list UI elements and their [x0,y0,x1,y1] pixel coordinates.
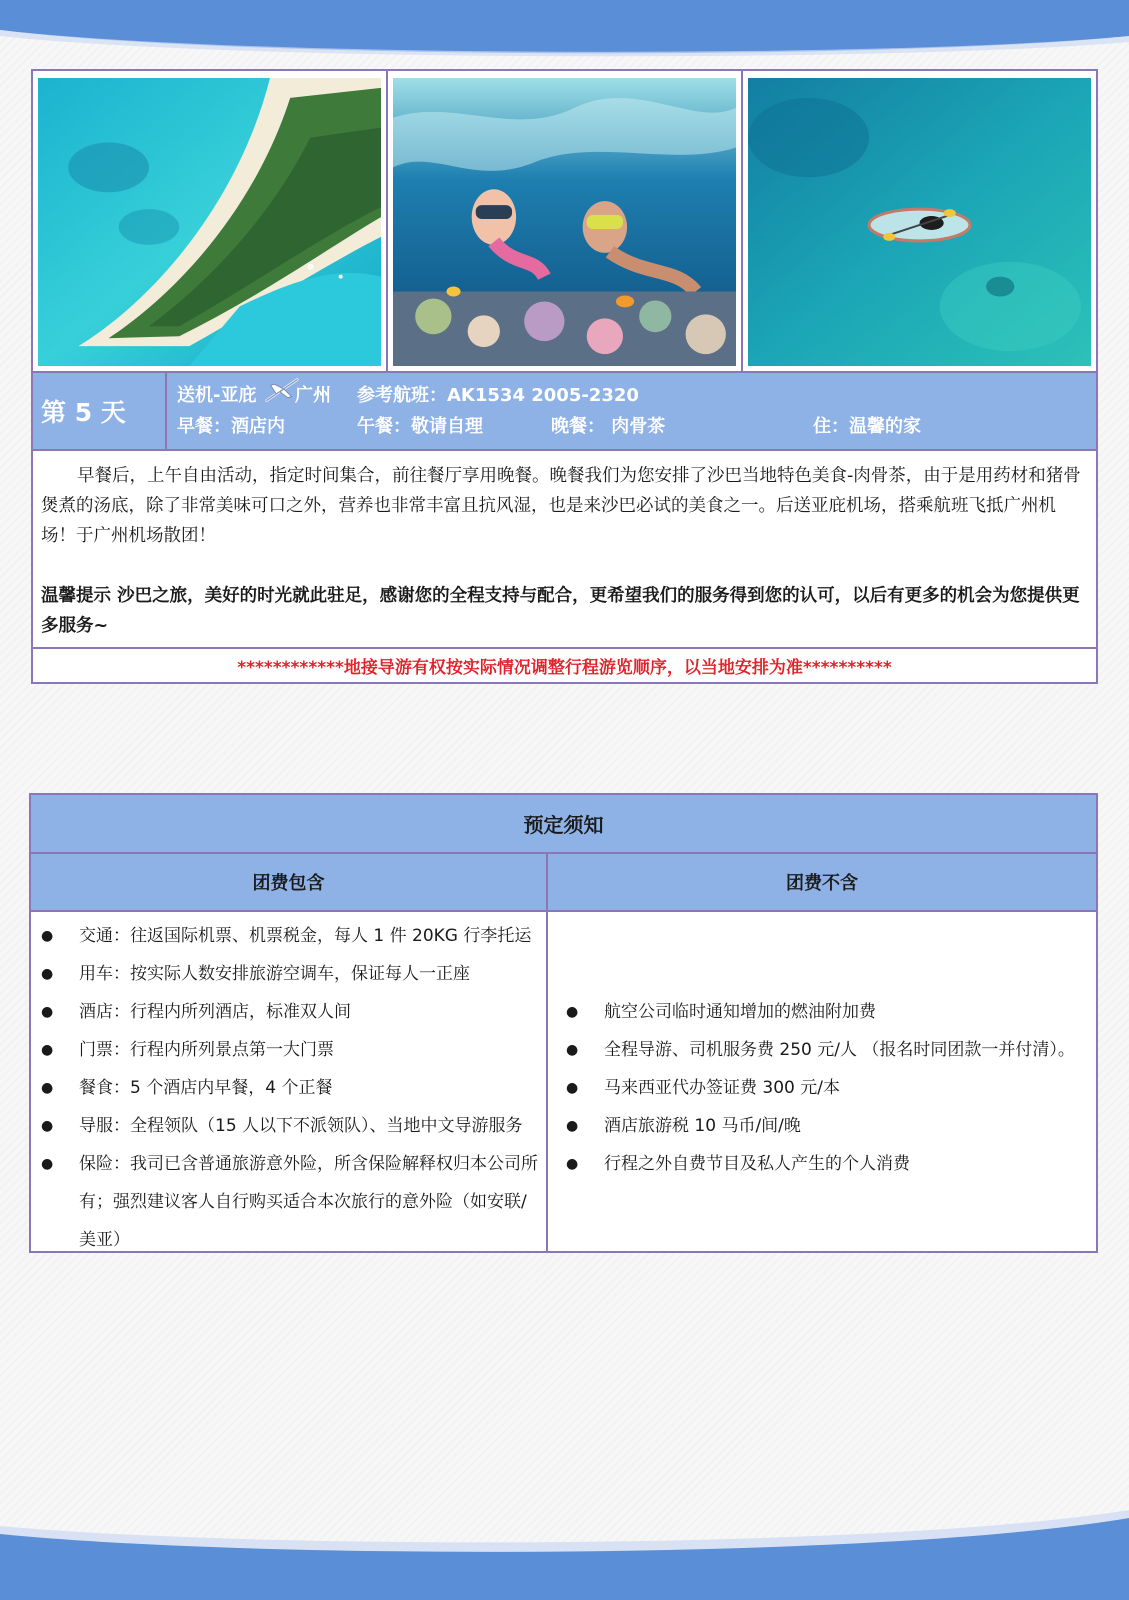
stay: 住：温馨的家 [813,416,921,437]
list-item: ● 餐食：5 个酒店内早餐，4 个正餐 [31,1069,538,1107]
lunch: 午餐：敬请自理 [357,416,483,437]
excluded-list [556,993,1096,1183]
meals-row [177,412,1096,443]
photo-island-aerial [33,71,388,371]
day-5-itinerary [31,69,1098,684]
description-text: 早餐后，上午自由活动，指定时间集合，前往餐厅享用晚餐。晚餐我们为您安排了沙巴当地特色美食-肉骨茶，由于是用药材和猪骨煲煮的汤底，除了非常美味可口之外，营养也非常丰富且抗风湿，也是来沙巴必试的美食之一。后送亚庇机场，搭乘航班飞抵广州机场！于广州机场散团！ [41,466,1081,546]
booking-title: 预定须知 [31,795,1096,854]
included-list [31,917,538,1259]
route-row [177,381,1096,412]
photo-snorkel-reef [388,71,743,371]
list-item: ● 酒店：行程内所列酒店，标准双人间 [31,993,538,1031]
included-header: 团费包含 [31,854,548,910]
snorkel-coral-reef-image [393,78,736,366]
excluded-column [548,912,1096,1251]
list-item: ● 行程之外自费节目及私人产生的个人消费 [556,1145,1096,1183]
list-item: ● 门票：行程内所列景点第一大门票 [31,1031,538,1069]
list-item: ● 保险：我司已含普通旅游意外险，所含保险解释权归本公司所有；强烈建议客人自行购买适合本次旅行的意外险（如安联/美亚） [31,1145,538,1259]
list-item: ● 航空公司临时通知增加的燃油附加费 [556,993,1096,1031]
list-item: ● 马来西亚代办签证费 300 元/本 [556,1069,1096,1107]
breakfast: 早餐：酒店内 [177,416,285,437]
day-description [33,451,1096,649]
guide-notice: ************地接导游有权按实际情况调整行程游览顺序，以当地安排为准********** [237,658,892,678]
dinner: 晚餐： 肉骨茶 [551,416,666,437]
route-from: 送机-亚庇 [177,385,257,406]
bottom-wave-banner [0,1490,1129,1600]
island-aerial-image [38,78,381,366]
booking-notice-table [29,793,1098,1253]
included-column [31,912,548,1251]
booking-columns-body [31,912,1096,1251]
day-label: 第 5 天 [33,373,167,449]
photo-clear-kayak [743,71,1096,371]
route-to: 广州 [295,385,331,406]
list-item: ● 用车：按实际人数安排旅游空调车，保证每人一正座 [31,955,538,993]
day-info [167,373,1096,449]
day-header [33,373,1096,451]
flight-info: 参考航班：AK1534 2005-2320 [357,385,639,406]
list-item: ● 酒店旅游税 10 马币/间/晚 [556,1107,1096,1145]
photo-strip [33,71,1096,373]
list-item: ● 导服：全程领队（15 人以下不派领队）、当地中文导游服务 [31,1107,538,1145]
list-item: ● 全程导游、司机服务费 250 元/人 （报名时同团款一并付清）。 [556,1031,1096,1069]
excluded-header: 团费不含 [786,873,858,894]
booking-columns-header [31,854,1096,912]
top-wave-banner [0,0,1129,60]
warm-tip: 温馨提示 沙巴之旅，美好的时光就此驻足，感谢您的全程支持与配合，更希望我们的服务得到您的认可，以后有更多的机会为您提供更多服务~ [41,586,1080,636]
clear-kayak-image [748,78,1091,366]
list-item: ● 交通：往返国际机票、机票税金，每人 1 件 20KG 行李托运 [31,917,538,955]
